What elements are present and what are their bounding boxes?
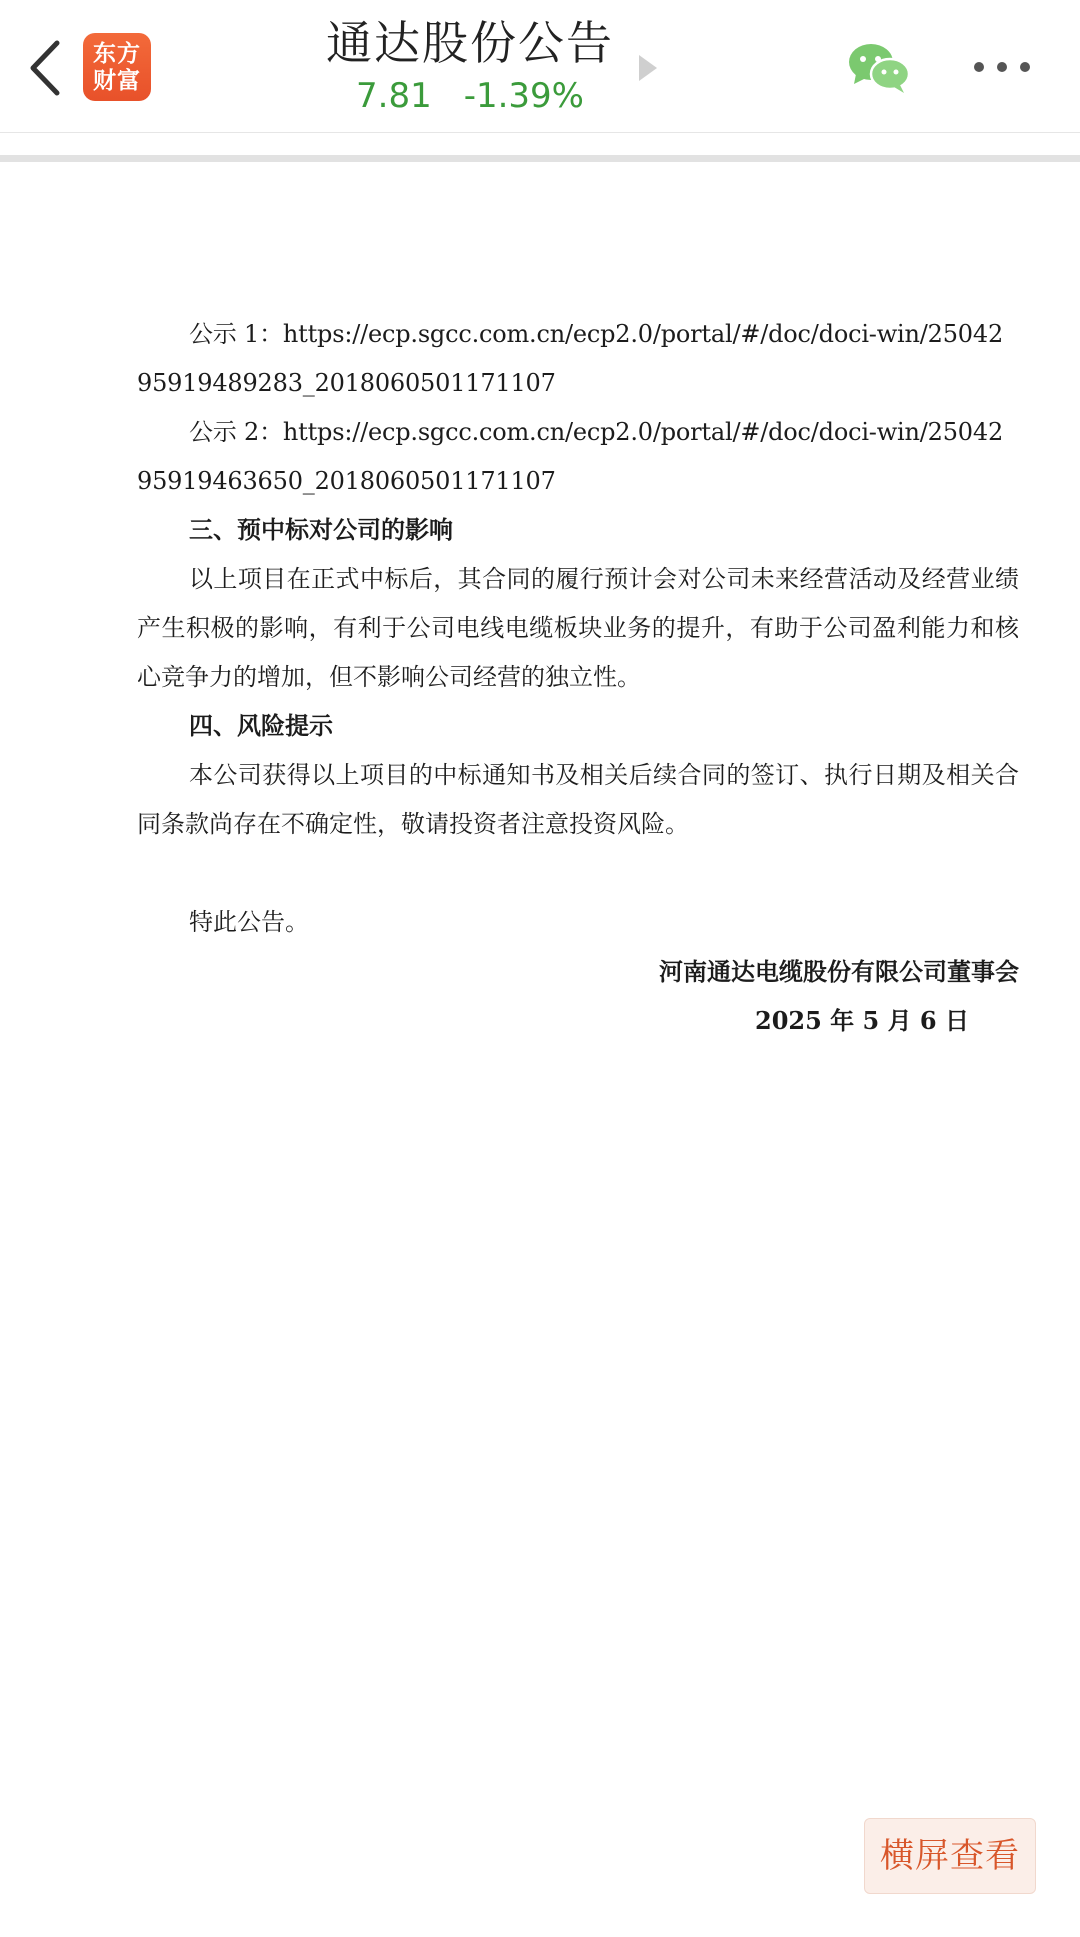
top-bar xyxy=(0,0,1080,132)
spacer xyxy=(137,849,1019,898)
publicity-link-2[interactable]: 公示 2：https://ecp.sgcc.com.cn/ecp2.0/portal/#/doc/doci-win/25042 xyxy=(189,418,1004,446)
logo-text-line2: 财富 xyxy=(93,67,141,94)
stock-change-percent: -1.39% xyxy=(463,76,584,116)
caret-right-icon[interactable] xyxy=(637,53,659,83)
chevron-left-icon xyxy=(27,39,61,97)
content-top-band xyxy=(0,155,1080,162)
announcement-date: 2025 年 5 月 6 日 xyxy=(755,1006,969,1035)
page-title: 通达股份公告 xyxy=(326,16,614,70)
closing-statement: 特此公告。 xyxy=(189,908,309,936)
header-divider xyxy=(0,132,1080,133)
publicity-link-1[interactable]: 公示 1：https://ecp.sgcc.com.cn/ecp2.0/portal/#/doc/doci-win/25042 xyxy=(189,320,1004,348)
eastmoney-logo xyxy=(83,33,151,101)
landscape-view-button[interactable]: 横屏查看 xyxy=(864,1818,1036,1894)
more-dot-icon xyxy=(1020,62,1030,72)
more-dot-icon xyxy=(974,62,984,72)
wechat-share-button[interactable] xyxy=(846,40,912,96)
logo-text-line1: 东方 xyxy=(93,40,141,67)
more-options-button[interactable] xyxy=(974,57,1030,77)
section-heading-risk: 四、风险提示 xyxy=(189,712,333,740)
publicity-link-2-continued[interactable]: 95919463650_2018060501171107 xyxy=(137,467,556,495)
section-body-impact: 以上项目在正式中标后，其合同的履行预计会对公司未来经营活动及经营业绩产生积极的影响，有利于公司电线电缆板块业务的提升，有助于公司盈利能力和核心竞争力的增加，但不影响公司经营的独立性。 xyxy=(137,565,1019,691)
stock-price: 7.81 xyxy=(356,76,432,116)
announcement-document xyxy=(137,310,1019,1045)
title-block[interactable] xyxy=(290,14,650,118)
more-dot-icon xyxy=(997,62,1007,72)
publicity-link-1-continued[interactable]: 95919489283_2018060501171107 xyxy=(137,369,556,397)
quote-row xyxy=(290,74,650,118)
back-button[interactable] xyxy=(22,36,66,100)
wechat-icon xyxy=(846,40,912,96)
signatory: 河南通达电缆股份有限公司董事会 xyxy=(659,957,1019,986)
section-heading-impact: 三、预中标对公司的影响 xyxy=(189,516,453,544)
section-body-risk: 本公司获得以上项目的中标通知书及相关后续合同的签订、执行日期及相关合同条款尚存在不确定性，敬请投资者注意投资风险。 xyxy=(137,761,1019,838)
